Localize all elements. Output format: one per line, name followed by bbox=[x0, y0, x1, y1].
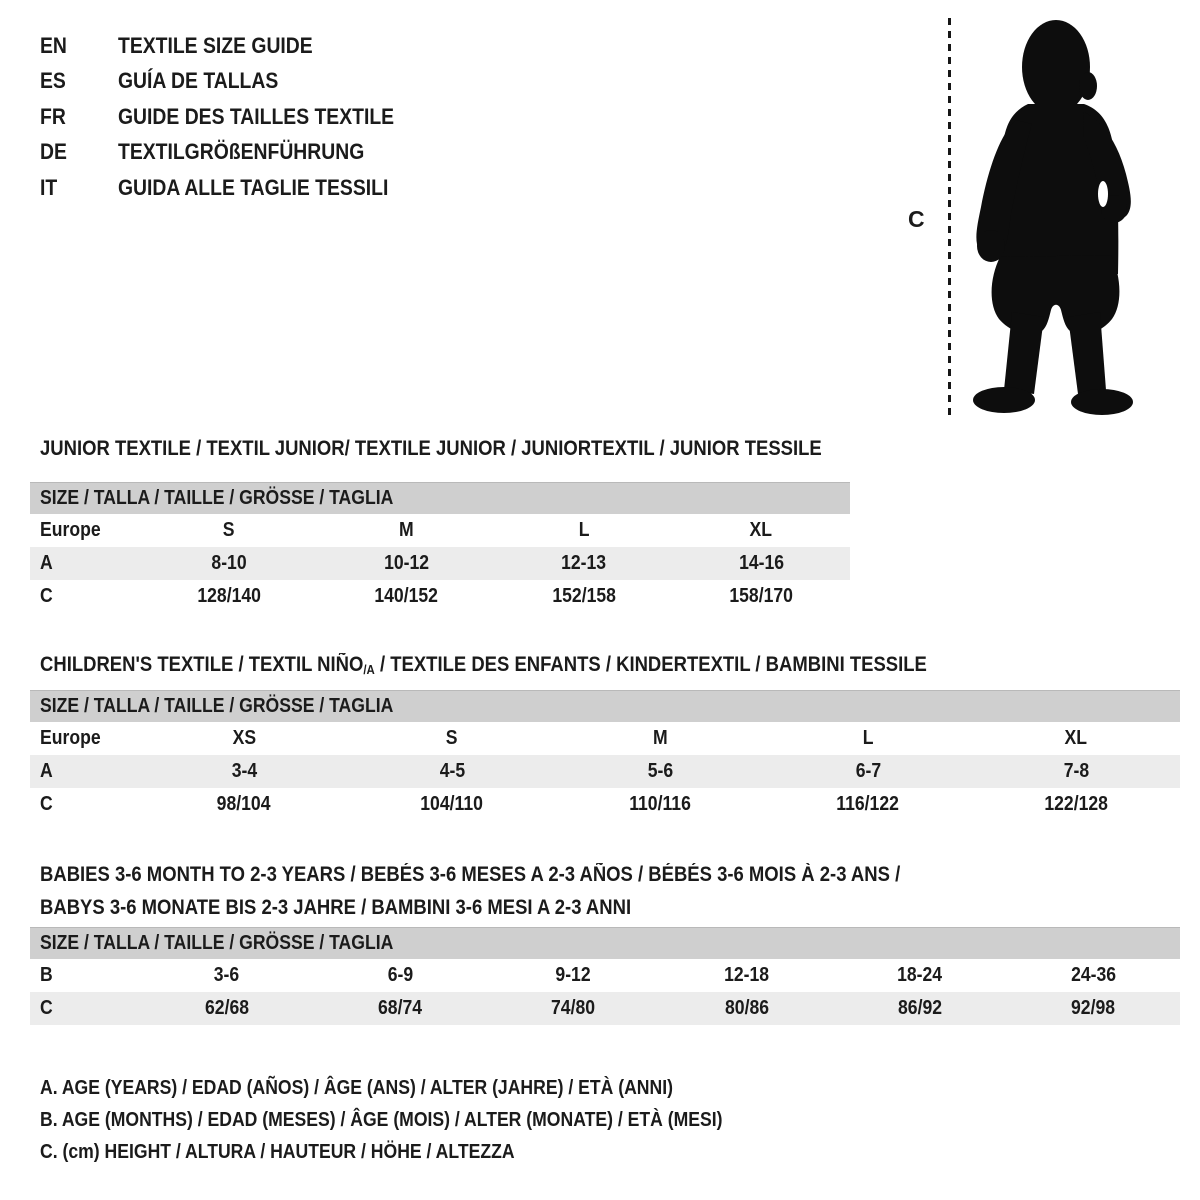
legend bbox=[40, 1072, 816, 1168]
legend-height-cm: C. (cm) HEIGHT / ALTURA / HAUTEUR / HÖHE / ALTEZZA bbox=[40, 1141, 515, 1163]
children-size-table bbox=[30, 690, 1180, 821]
height-cell: 140/152 bbox=[374, 585, 439, 607]
size-cell: XL bbox=[1064, 727, 1088, 749]
children-row-height bbox=[30, 788, 1180, 821]
size-cell: S bbox=[222, 519, 235, 541]
language-code-en: EN bbox=[40, 32, 67, 58]
babies-size-header-bar bbox=[30, 927, 1180, 959]
babies-row-height-label: C bbox=[40, 997, 53, 1019]
language-row-it bbox=[40, 170, 432, 206]
height-cell: 86/92 bbox=[897, 997, 943, 1019]
language-code-it: IT bbox=[40, 174, 58, 200]
age-cell: 4-5 bbox=[439, 760, 465, 782]
junior-size-header-bar bbox=[30, 482, 850, 514]
months-cell: 6-9 bbox=[387, 964, 413, 986]
junior-row-height bbox=[30, 580, 850, 613]
language-row-fr bbox=[40, 99, 432, 135]
children-title-subscript: /A bbox=[363, 662, 375, 677]
babies-section-title-line2: BABYS 3-6 MONATE BIS 2-3 JAHRE / BAMBINI 3-6 MESI A 2-3 ANNI bbox=[40, 896, 632, 919]
size-cell: XL bbox=[750, 519, 773, 541]
legend-age-years: A. AGE (YEARS) / EDAD (AÑOS) / ÂGE (ANS) / ALTER (JAHRE) / ETÀ (ANNI) bbox=[40, 1077, 673, 1099]
children-row-height-label: C bbox=[40, 793, 53, 815]
language-code-es: ES bbox=[40, 68, 66, 94]
height-cell: 98/104 bbox=[217, 793, 271, 815]
children-row-europe-label: Europe bbox=[40, 727, 101, 749]
guide-title-en: TEXTILE SIZE GUIDE bbox=[118, 32, 313, 58]
height-cell: 152/158 bbox=[551, 585, 616, 607]
height-cell: 116/122 bbox=[836, 793, 900, 815]
language-code-de: DE bbox=[40, 139, 67, 165]
age-cell: 6-7 bbox=[855, 760, 881, 782]
height-cell: 104/110 bbox=[420, 793, 484, 815]
children-row-age bbox=[30, 755, 1180, 788]
height-cell: 92/98 bbox=[1071, 997, 1116, 1019]
height-cell: 80/86 bbox=[724, 997, 769, 1019]
legend-age-months: B. AGE (MONTHS) / EDAD (MESES) / ÂGE (MOIS) / ALTER (MONATE) / ETÀ (MESI) bbox=[40, 1109, 723, 1131]
months-cell: 3-6 bbox=[213, 964, 240, 986]
size-cell: M bbox=[652, 727, 668, 749]
junior-row-europe bbox=[30, 514, 850, 547]
babies-size-header-text: SIZE / TALLA / TAILLE / GRÖSSE / TAGLIA bbox=[40, 932, 394, 954]
babies-row-months-label: B bbox=[40, 964, 53, 986]
size-cell: L bbox=[578, 519, 590, 541]
size-cell: XS bbox=[232, 727, 256, 749]
junior-row-height-label: C bbox=[40, 585, 53, 607]
size-cell: S bbox=[446, 727, 458, 749]
height-cell: 158/170 bbox=[729, 585, 794, 607]
language-row-en bbox=[40, 28, 432, 64]
size-cell: L bbox=[862, 727, 874, 749]
language-row-es bbox=[40, 64, 432, 100]
height-cell: 68/74 bbox=[377, 997, 423, 1019]
height-cell: 74/80 bbox=[551, 997, 596, 1019]
size-cell: M bbox=[398, 519, 414, 541]
months-cell: 18-24 bbox=[897, 964, 943, 986]
children-row-europe bbox=[30, 722, 1180, 755]
guide-title-it: GUIDA ALLE TAGLIE TESSILI bbox=[118, 174, 389, 200]
guide-title-de: TEXTILGRÖßENFÜHRUNG bbox=[118, 139, 365, 165]
junior-size-table bbox=[30, 482, 850, 613]
children-size-header-text: SIZE / TALLA / TAILLE / GRÖSSE / TAGLIA bbox=[40, 695, 394, 717]
height-measure-label: C bbox=[908, 206, 925, 232]
children-row-age-label: A bbox=[40, 760, 53, 782]
guide-title-es: GUÍA DE TALLAS bbox=[118, 68, 279, 94]
junior-size-header-text: SIZE / TALLA / TAILLE / GRÖSSE / TAGLIA bbox=[40, 487, 394, 509]
language-code-fr: FR bbox=[40, 103, 66, 129]
children-section-title-text: CHILDREN'S TEXTILE / TEXTIL NIÑO/A / TEXTILE DES ENFANTS / KINDERTEXTIL / BAMBINI TESSILE bbox=[40, 653, 927, 677]
junior-row-age-label: A bbox=[40, 552, 53, 574]
babies-section-title-line1: BABIES 3-6 MONTH TO 2-3 YEARS / BEBÉS 3-6 MESES A 2-3 AÑOS / BÉBÉS 3-6 MOIS À 2-3 ANS / bbox=[40, 863, 901, 886]
age-cell: 3-4 bbox=[231, 760, 257, 782]
age-cell: 8-10 bbox=[211, 552, 247, 574]
age-cell: 12-13 bbox=[561, 552, 607, 574]
age-cell: 7-8 bbox=[1063, 760, 1089, 782]
language-title-list bbox=[40, 28, 432, 206]
height-cell: 110/116 bbox=[629, 793, 691, 815]
age-cell: 5-6 bbox=[647, 760, 673, 782]
guide-title-fr: GUIDE DES TAILLES TEXTILE bbox=[118, 103, 395, 129]
language-row-de bbox=[40, 135, 432, 171]
months-cell: 24-36 bbox=[1070, 964, 1116, 986]
babies-row-months bbox=[30, 959, 1180, 992]
months-cell: 12-18 bbox=[724, 964, 770, 986]
babies-section-title bbox=[40, 858, 1018, 924]
babies-size-table bbox=[30, 927, 1180, 1025]
junior-row-europe-label: Europe bbox=[40, 519, 101, 541]
children-section-title bbox=[40, 648, 1048, 683]
months-cell: 9-12 bbox=[555, 964, 591, 986]
height-cell: 62/68 bbox=[204, 997, 249, 1019]
babies-row-height bbox=[30, 992, 1180, 1025]
height-cell: 128/140 bbox=[196, 585, 261, 607]
junior-row-age bbox=[30, 547, 850, 580]
junior-section-title bbox=[40, 432, 928, 465]
age-cell: 10-12 bbox=[383, 552, 429, 574]
junior-section-title-text: JUNIOR TEXTILE / TEXTIL JUNIOR/ TEXTILE JUNIOR / JUNIORTEXTIL / JUNIOR TESSILE bbox=[40, 437, 822, 460]
height-measure-dashed-line bbox=[948, 18, 951, 416]
toddler-silhouette-icon bbox=[966, 12, 1144, 420]
height-cell: 122/128 bbox=[1044, 793, 1108, 815]
age-cell: 14-16 bbox=[738, 552, 784, 574]
children-size-header-bar bbox=[30, 690, 1180, 722]
